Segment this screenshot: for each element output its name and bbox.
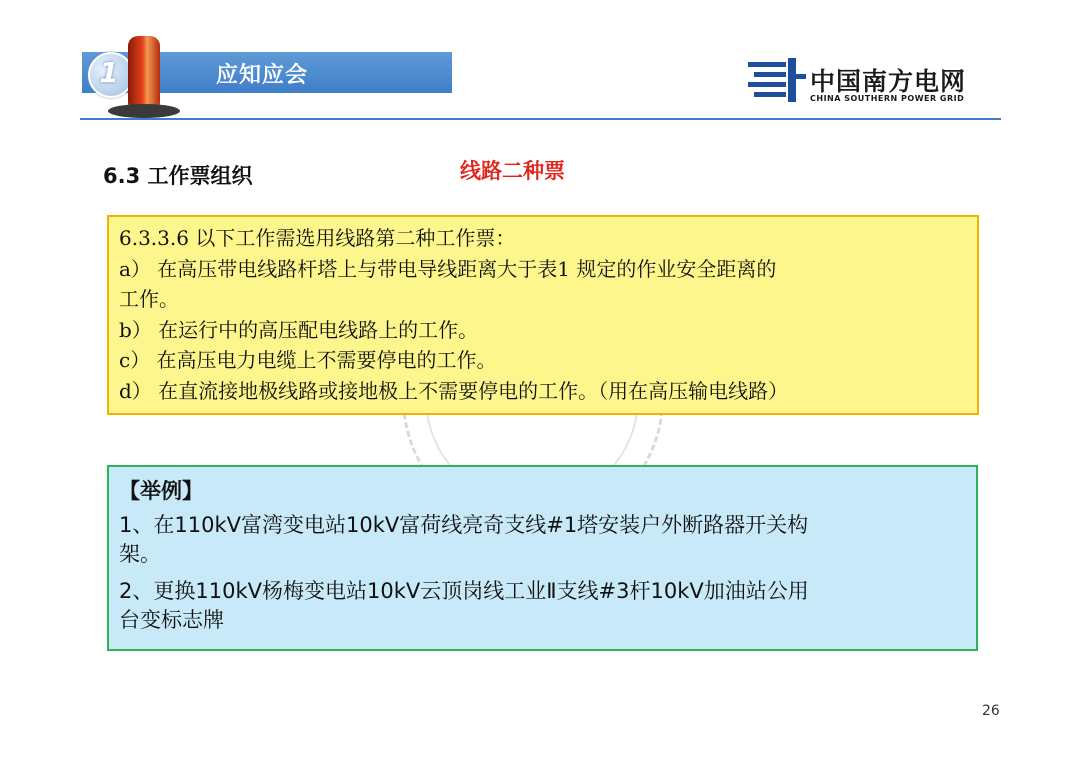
logo-name-en: CHINA SOUTHERN POWER GRID — [810, 94, 965, 103]
power-grid-logo-icon — [748, 58, 806, 104]
regulation-box — [107, 215, 979, 415]
section-badge — [88, 36, 198, 122]
example-item-2-line-1: 2、更换110kV杨梅变电站10kV云顶岗线工业Ⅱ支线#3杆10kV加油站公用 — [119, 579, 809, 603]
regulation-line: b） 在运行中的高压配电线路上的工作。 — [119, 317, 479, 342]
header-title: 应知应会 — [216, 63, 309, 88]
example-heading: 【举例】 — [119, 479, 203, 503]
badge-bar — [128, 36, 160, 112]
example-item-1-line-1: 1、在110kV富湾变电站10kV富荷线亮奇支线#1塔安装户外断路器开关构 — [119, 513, 809, 537]
ticket-type-title: 线路二种票 — [460, 159, 565, 183]
regulation-line: 工作。 — [119, 287, 179, 311]
regulation-line: 6.3.3.6 以下工作需选用线路第二种工作票： — [119, 226, 516, 250]
example-box — [107, 465, 978, 651]
regulation-line: d） 在直流接地极线路或接地极上不需要停电的工作。（用在高压输电线路） — [119, 378, 789, 403]
logo-name-cn: 中国南方电网 — [810, 67, 967, 96]
company-logo — [748, 58, 988, 108]
page-number: 26 — [982, 703, 1000, 719]
example-item-2-line-2: 台变标志牌 — [119, 608, 224, 632]
badge-base — [108, 104, 180, 118]
regulation-line: a） 在高压带电线路杆塔上与带电导线距离大于表1 规定的作业安全距离的 — [119, 256, 777, 281]
header-divider — [80, 118, 1001, 120]
regulation-line: c） 在高压电力电缆上不需要停电的工作。 — [119, 348, 497, 372]
badge-number: 1 — [99, 56, 119, 89]
section-title: 6.3 工作票组织 — [103, 164, 253, 188]
example-item-1-line-2: 架。 — [119, 542, 161, 566]
